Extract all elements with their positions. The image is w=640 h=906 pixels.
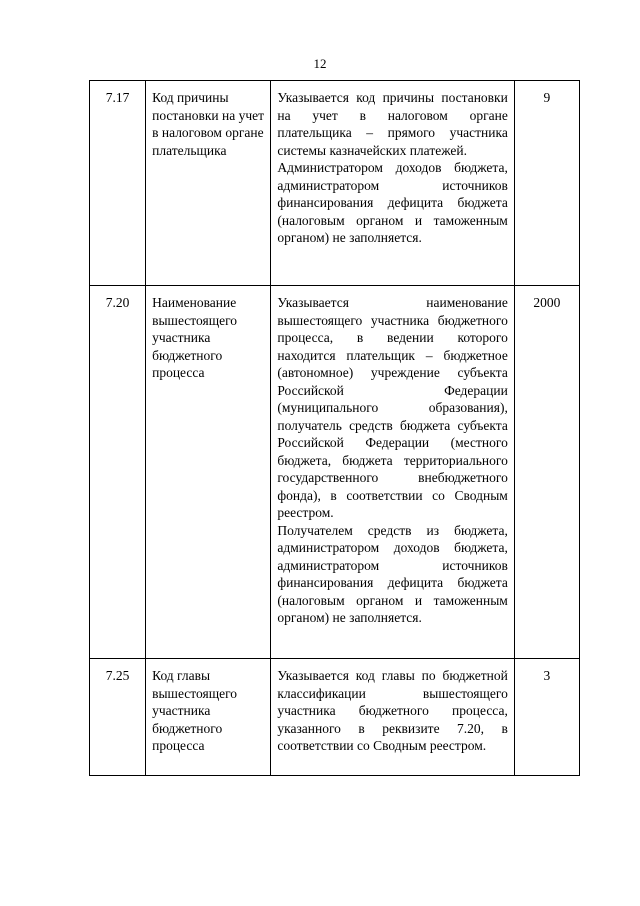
row-description-paragraph: Получателем средств из бюджета, администратором доходов бюджета, администратором источников финансирования дефицита бюджета (налоговым органом и таможенным органом) не заполняется.: [277, 522, 508, 625]
row-description-cell: [271, 286, 514, 659]
table-row: [90, 81, 580, 286]
row-length: 2000: [533, 295, 561, 310]
row-length: 9: [543, 90, 551, 105]
row-name: Код причины постановки на учет в налоговом органе плательщика: [152, 90, 264, 158]
page-number: 12: [313, 56, 327, 71]
row-name: Код главы вышестоящего участника бюджетного процесса: [152, 668, 238, 753]
row-length: 3: [543, 668, 551, 683]
row-number: 7.25: [105, 668, 130, 683]
row-number-cell: [90, 81, 146, 286]
table-row: [90, 286, 580, 659]
row-description-paragraph: Указывается наименование вышестоящего участника бюджетного процесса, в ведении которого находится плательщик – бюджетное (автономное) учреждение субъекта Российской Федерации (муниципального образования), получатель средств бюджета субъекта Российской Федерации (местного бюджета, бюджета территориального государственного внебюджетного фонда), в соответствии со Сводным реестром.: [277, 295, 508, 520]
row-description-cell: [271, 659, 514, 776]
row-length-cell: [514, 659, 579, 776]
row-name: Наименование вышестоящего участника бюджетного процесса: [152, 295, 238, 380]
row-name-cell: [146, 659, 271, 776]
row-number: 7.20: [105, 295, 130, 310]
row-name-cell: [146, 81, 271, 286]
row-description-paragraph: Указывается код главы по бюджетной классификации вышестоящего участника бюджетного процесса, указанного в реквизите 7.20, в соответствии со Сводным реестром.: [277, 668, 508, 753]
row-number-cell: [90, 659, 146, 776]
table-row: [90, 659, 580, 776]
row-length-cell: [514, 286, 579, 659]
row-description-paragraph: Указывается код причины постановки на учет в налоговом органе плательщика – прямого участника системы казначейских платежей.: [277, 90, 508, 158]
requisites-table: [89, 80, 580, 776]
row-number-cell: [90, 286, 146, 659]
row-name-cell: [146, 286, 271, 659]
row-description-cell: [271, 81, 514, 286]
row-description-paragraph: Администратором доходов бюджета, администратором источников финансирования дефицита бюджета (налоговым органом и таможенным органом) не заполняется.: [277, 160, 508, 245]
row-number: 7.17: [105, 90, 130, 105]
row-length-cell: [514, 81, 579, 286]
